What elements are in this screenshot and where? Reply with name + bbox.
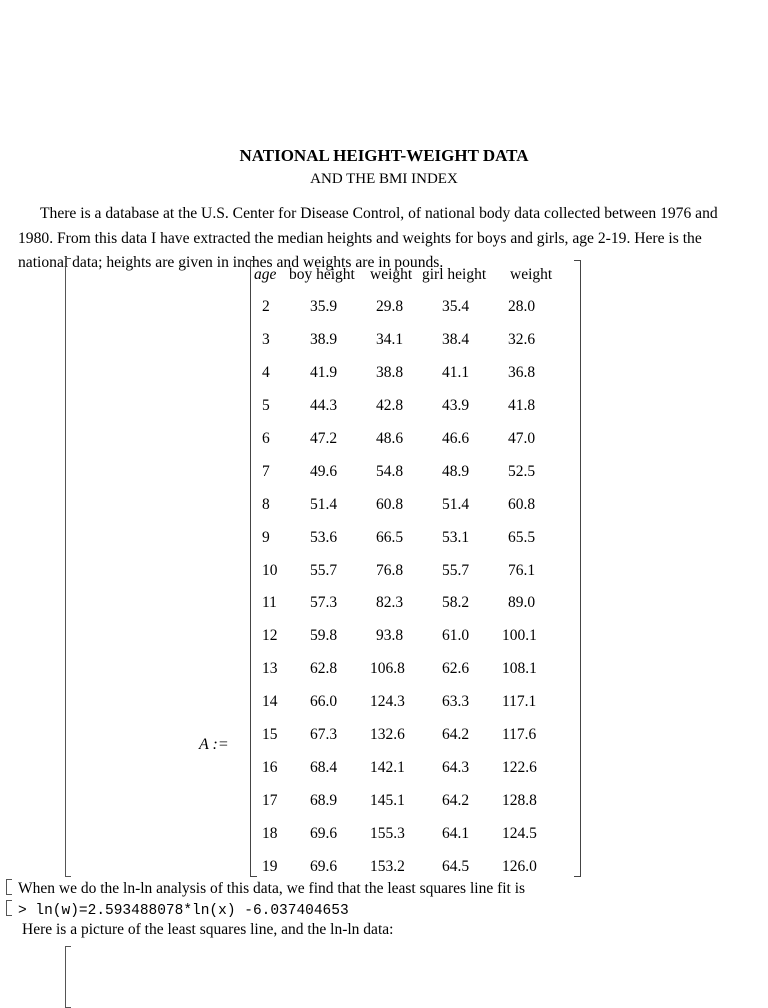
matrix-cell: 124.3 [370,693,405,711]
matrix-header: girl height [422,266,487,283]
matrix-cell: 54.8 [376,462,404,480]
matrix-cell: 60.8 [508,495,536,513]
document-subtitle: AND THE BMI INDEX [310,171,458,187]
matrix-cell: 64.1 [442,825,470,843]
matrix-cell: 16 [262,759,278,777]
assign-text: A := [199,736,229,753]
matrix-cell: 68.4 [310,759,338,777]
matrix-cell: 117.1 [502,693,537,711]
matrix-cell: 51.4 [310,495,338,513]
matrix-cell: 64.2 [442,726,470,744]
matrix-cell: 14 [262,693,278,711]
matrix-cell: 47.0 [508,429,536,447]
matrix-cell: 76.1 [508,561,536,579]
matrix-cell: 124.5 [502,825,537,843]
group-bracket[interactable] [6,879,12,895]
matrix-cell: 128.8 [502,792,537,810]
matrix-cell: 2 [262,298,270,315]
matrix-cell: 69.6 [310,825,338,843]
matrix-cell: 55.7 [310,561,338,579]
matrix-cell: 126.0 [502,857,537,875]
matrix-header: boy height [289,266,355,283]
matrix-cell: 93.8 [376,627,404,645]
matrix-cell: 106.8 [370,660,405,678]
matrix-cell: 64.2 [442,792,470,810]
matrix-cell: 49.6 [310,462,338,480]
matrix-cell: 64.5 [442,857,470,875]
matrix-cell: 48.6 [376,429,404,447]
matrix-cell: 117.6 [502,726,537,744]
matrix-cell: 38.8 [376,363,404,381]
matrix-cell: 65.5 [508,528,536,546]
matrix-cell: 43.9 [442,396,470,414]
matrix-cell: 35.4 [442,298,470,315]
matrix-header: age [254,266,277,283]
matrix-cell: 29.8 [376,298,404,315]
matrix-cell: 7 [262,462,270,480]
matrix-cell: 41.8 [508,396,536,414]
matrix-cell: 67.3 [310,726,338,744]
matrix-cell: 122.6 [502,759,537,777]
matrix-cell: 38.9 [310,330,338,348]
group-bracket[interactable] [6,900,12,916]
matrix-cell: 35.9 [310,298,338,315]
matrix-cell: 82.3 [376,594,404,612]
matrix-cell: 53.1 [442,528,470,546]
intro-paragraph: There is a database at the U.S. Center for Disease Control, of national body data collected between 1976 and 1980. From this data I have extracted the median heights and weights for boys and girls, age 2-19. Here is the national data; heights are given in inches and weights are in pounds. [18,205,718,271]
matrix-cell: 100.1 [502,627,537,645]
matrix-cell: 15 [262,726,278,744]
matrix-header: weight [510,266,553,283]
matrix-cell: 47.2 [310,429,338,447]
input-line[interactable] [6,900,349,919]
matrix-cell: 34.1 [376,330,404,348]
matrix-cell: 132.6 [370,726,405,744]
matrix-right-bracket [574,260,581,877]
matrix-cell: 11 [262,594,277,612]
prompt-symbol: > [18,903,27,919]
matrix-cell: 62.6 [442,660,470,678]
matrix-cell: 42.8 [376,396,404,414]
matrix-cell: 53.6 [310,528,338,546]
matrix-cell: 9 [262,528,270,546]
matrix-cell: 4 [262,363,270,381]
matrix-cell: 63.3 [442,693,470,711]
matrix-cell: 58.2 [442,594,470,612]
matrix-cell: 13 [262,660,278,678]
matrix-cell: 38.4 [442,330,470,348]
output-group-bracket[interactable] [65,258,71,877]
matrix-left-bracket [250,260,257,877]
matrix-cell: 57.3 [310,594,338,612]
matrix-cell: 44.3 [310,396,338,414]
matrix-cell: 68.9 [310,792,338,810]
matrix-cell: 60.8 [376,495,404,513]
matrix-cell: 3 [262,330,270,348]
matrix-cell: 18 [262,825,278,843]
matrix-assign-label [199,736,229,754]
matrix-cell: 36.8 [508,363,536,381]
matrix-cell: 64.3 [442,759,470,777]
matrix-cell: 155.3 [370,825,405,843]
matrix-cell: 28.0 [508,298,536,315]
matrix-cell: 145.1 [370,792,405,810]
plot-group-bracket[interactable] [65,946,71,1008]
matrix-cell: 142.1 [370,759,405,777]
matrix-header: weight [370,266,413,283]
caption-line: Here is a picture of the least squares line, and the ln-ln data: [22,921,394,938]
matrix-cell: 32.6 [508,330,536,348]
matrix-cell: 59.8 [310,627,338,645]
matrix-cell: 62.8 [310,660,338,678]
matrix-cell: 69.6 [310,857,338,875]
input-command[interactable]: ln(w)=2.593488078*ln(x) -6.037404653 [35,903,349,919]
text-line [6,879,525,898]
matrix-cell: 5 [262,396,270,414]
matrix-cell: 6 [262,429,270,447]
matrix-cell: 41.9 [310,363,338,381]
matrix-cell: 76.8 [376,561,404,579]
matrix-cell: 153.2 [370,857,405,875]
matrix-cell: 41.1 [442,363,470,381]
matrix-cell: 55.7 [442,561,470,579]
matrix-cell: 46.6 [442,429,470,447]
document-title: NATIONAL HEIGHT-WEIGHT DATA [239,146,529,165]
matrix-cell: 52.5 [508,462,536,480]
matrix-cell: 61.0 [442,627,470,645]
matrix-cell: 12 [262,627,278,645]
text-line-content: When we do the ln-ln analysis of this data, we find that the least squares line fit is [18,880,526,897]
matrix-cell: 10 [262,561,278,579]
matrix-cell: 48.9 [442,462,470,480]
matrix-cell: 8 [262,495,270,513]
matrix-cell: 51.4 [442,495,470,513]
matrix-cell: 89.0 [508,594,536,612]
matrix-cell: 19 [262,857,278,875]
matrix-cell: 17 [262,792,278,810]
matrix-cell: 66.0 [310,693,338,711]
matrix-cell: 66.5 [376,528,404,546]
matrix-cell: 108.1 [502,660,537,678]
